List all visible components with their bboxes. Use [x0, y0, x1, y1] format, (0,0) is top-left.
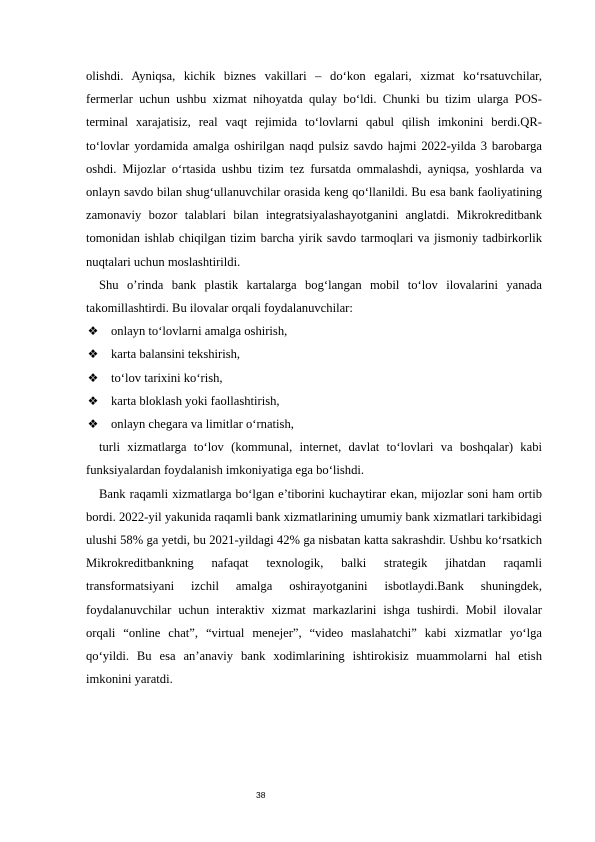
diamond-bullet-icon: ❖ — [87, 324, 99, 339]
paragraph-4: Bank raqamli xizmatlarga bo‘lgan e’tiborini kuchaytirar ekan, mijozlar soni ham ortib bordi. 2022-yil yakunida raqamli bank xizmatlarining umumiy bank xizmatlari tarkibidagi ulushi 58% ga yetdi, bu 2021-yildagi 42% ga nisbatan katta sakrashdir. Ushbu ko‘rsatkich Mikrokreditbankning nafaqat texnologik, balki strategik jihatdan raqamli transformatsiyani izchil amalga oshirayotganini isbotlaydi.Bank shuningdek, foydalanuvchilar uchun interaktiv xizmat markazlarini ishga tushirdi. Mobil ilovalar orqali “online chat”, “virtual menejer”, “video maslahatchi” kabi xizmatlar yo‘lga qo‘yildi. Bu esa an’anaviy bank xodimlarining ishtirokisiz muammolarni hal etish imkonini yaratdi. — [86, 486, 542, 687]
list-item-text: onlayn chegara va limitlar o‘rnatish, — [111, 417, 294, 432]
list-item — [86, 367, 542, 390]
diamond-bullet-icon: ❖ — [87, 417, 99, 432]
list-item — [86, 320, 542, 343]
paragraph-1: olishdi. Ayniqsa, kichik biznes vakillari – do‘kon egalari, xizmat ko‘rsatuvchilar, fermerlar uchun ushbu xizmat nihoyatda qulay bo‘ldi. Chunki bu tizim ularga POS-terminal xarajatisiz, real vaqt rejimida to‘lovlarni qabul qilish imkonini berdi.QR-to‘lovlar yordamida amalga oshirilgan naqd pulsiz savdo hajmi 2022-yilda 3 barobarga oshdi. Mijozlar o‘rtasida ushbu tizim tez fursatda ommalashdi, ayniqsa, yoshlarda va onlayn savdo bilan shug‘ullanuvchilar orasida keng qo‘llanildi. Bu esa bank faoliyatining zamonaviy bozor talablari bilan integratsiyalashayotganini anglatdi. Mikrokreditbank tomonidan ishlab chiqilgan tizim barcha yirik savdo tarmoqlari va jismoniy tadbirkorlik nuqtalari uchun moslashtirildi. — [86, 69, 542, 269]
document-page — [86, 65, 542, 691]
list-item — [86, 343, 542, 366]
paragraph-2: Shu o’rinda bank plastik kartalarga bog‘langan mobil to‘lov ilovalarini yanada takomillashtirdi. Bu ilovalar orqali foydalanuvchilar: — [86, 277, 542, 316]
page-number: 38 — [256, 790, 266, 800]
bullet-list — [86, 320, 542, 436]
diamond-bullet-icon: ❖ — [87, 370, 99, 385]
list-item — [86, 390, 542, 413]
diamond-bullet-icon: ❖ — [87, 393, 99, 408]
list-item — [86, 413, 542, 436]
list-item-text: karta balansini tekshirish, — [111, 347, 241, 362]
list-item-text: karta bloklash yoki faollashtirish, — [111, 393, 280, 408]
paragraph-3: turli xizmatlarga to‘lov (kommunal, internet, davlat to‘lovlari va boshqalar) kabi funksiyalardan foydalanish imkoniyatiga ega bo‘lishdi. — [86, 440, 542, 478]
list-item-text: onlayn to‘lovlarni amalga oshirish, — [111, 324, 288, 339]
list-item-text: to‘lov tarixini ko‘rish, — [111, 370, 223, 385]
diamond-bullet-icon: ❖ — [87, 347, 99, 362]
